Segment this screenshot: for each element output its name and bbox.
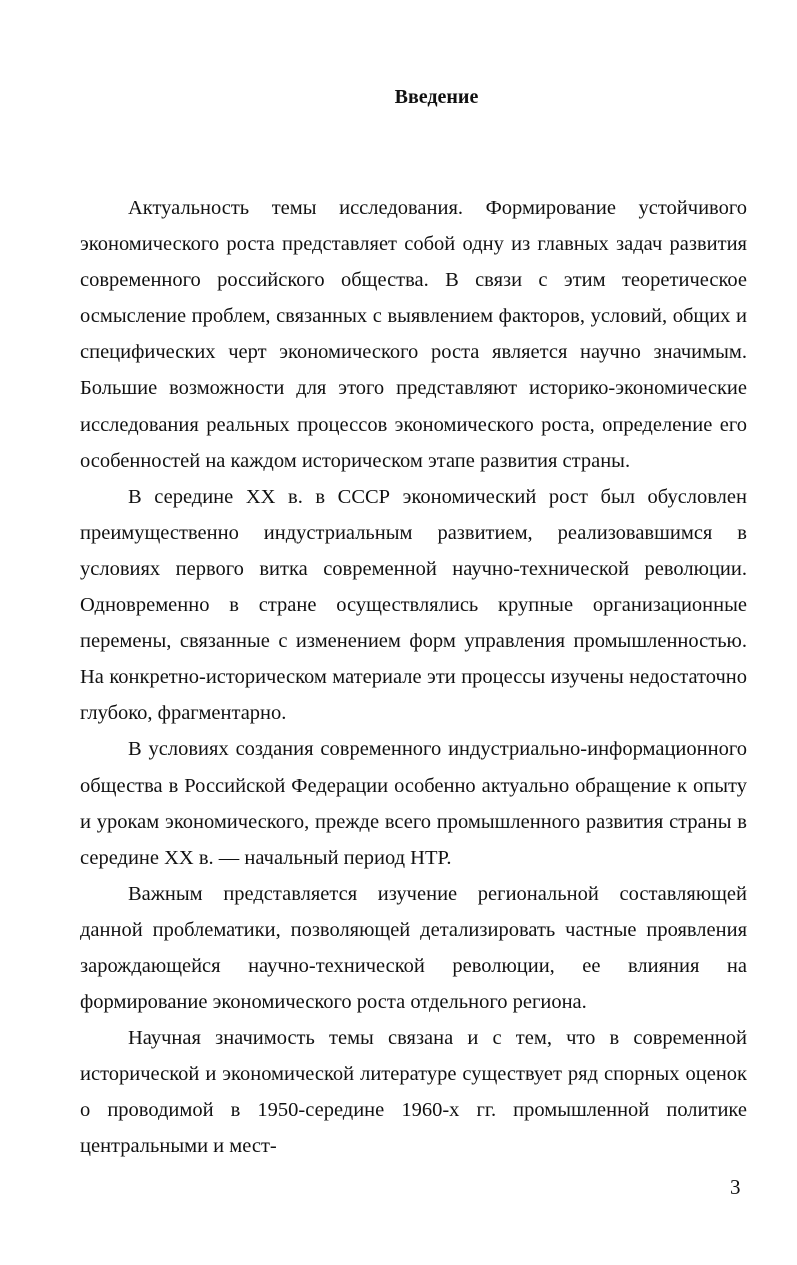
body-text (80, 190, 747, 1165)
page-number: 3 (730, 1175, 741, 1199)
paragraph-modern-conditions: В условиях создания современного индустриально-информационного общества в Российской Федерации особенно актуально обращение к опыту и урокам экономического, прежде всего промышленного развития страны в середине XX в. — начальный период НТР. (80, 738, 747, 869)
section-title: Введение (394, 86, 479, 108)
paragraph-relevance: Актуальность темы исследования. Формирование устойчивого экономического роста представляет собой одну из главных задач развития современного российского общества. В связи с этим теоретическое осмысление проблем, связанных с выявлением факторов, условий, общих и специфических черт экономического роста является научно значимым. Большие возможности для этого представляют историко-экономические исследования реальных процессов экономического роста, определение его особенностей на каждом историческом этапе развития страны. (80, 197, 747, 472)
paragraph-scientific-significance: Научная значимость темы связана и с тем, что в современной исторической и экономической литературе существует ряд спорных оценок о проводимой в 1950-середине 1960-х гг. промышленной политике центральными и мест- (80, 1027, 747, 1158)
paragraph-mid-century: В середине XX в. в СССР экономический рост был обусловлен преимущественно индустриальным развитием, реализовавшимся в условиях первого витка современной научно-технической революции. Одновременно в стране осуществлялись крупные организационные перемены, связанные с изменением форм управления промышленностью. На конкретно-историческом материале эти процессы изучены недостаточно глубоко, фрагментарно. (80, 485, 747, 725)
paragraph-regional: Важным представляется изучение региональной составляющей данной проблематики, позволяющей детализировать частные проявления зарождающейся научно-технической революции, ее влияния на формирование экономического роста отдельного региона. (80, 882, 747, 1014)
